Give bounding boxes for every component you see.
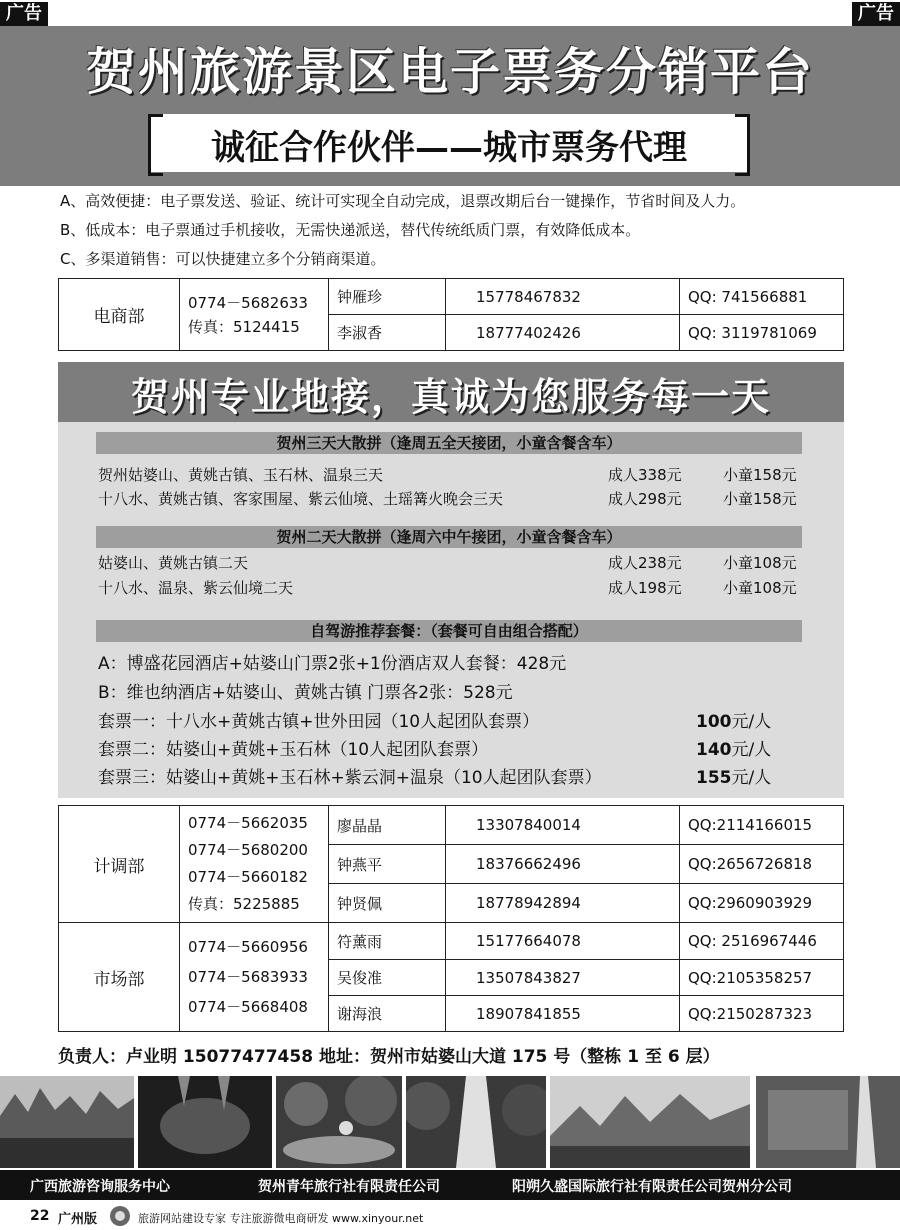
three-day-header: 贺州三天大散拼（逢周五全天接团，小童含餐含车） xyxy=(96,432,802,454)
phone-line: 0774－5660956 xyxy=(188,938,308,956)
company-name: 贺州青年旅行社有限责任公司 xyxy=(258,1179,440,1195)
ad-tag-left: 广告 xyxy=(0,2,48,26)
company-name: 广西旅游咨询服务中心 xyxy=(30,1179,170,1195)
page-number: 22 xyxy=(30,1208,50,1224)
service-slogan: 贺州专业地接，真诚为您服务每一天 xyxy=(130,375,771,419)
price-unit: 元/人 xyxy=(731,740,772,760)
package-price: 100 xyxy=(696,712,732,732)
feature-b: B、低成本：电子票通过手机接收，无需快递派送，替代传统纸质门票，有效降低成本。 xyxy=(60,221,641,239)
contact-name: 符薰雨 xyxy=(329,923,446,960)
contact-mobile: 18777402426 xyxy=(446,315,680,351)
package-text: 套票一：十八水+黄姚古镇+世外田园（10人起团队套票） xyxy=(98,712,540,732)
contact-qq: QQ: 2516967446 xyxy=(680,923,844,960)
contact-name: 钟贤佩 xyxy=(329,884,446,923)
page-title: 贺州旅游景区电子票务分销平台 xyxy=(86,43,814,101)
contact-name: 钟雁珍 xyxy=(329,279,446,315)
edition-label: 广州版 xyxy=(58,1212,98,1227)
package-set-1 xyxy=(98,710,772,734)
dept-planning: 计调部 xyxy=(59,806,180,923)
contact-mobile: 13307840014 xyxy=(446,806,680,845)
contact-qq: QQ:2960903929 xyxy=(680,884,844,923)
feature-c: C、多渠道销售：可以快捷建立多个分销商渠道。 xyxy=(60,250,386,268)
right-bracket xyxy=(735,114,750,176)
package-a: A：博盛花园酒店+姑婆山门票2张+1份酒店双人套餐：428元 xyxy=(98,654,567,674)
contact-qq: QQ: 3119781069 xyxy=(680,315,844,351)
two-day-header: 贺州二天大散拼（逢周六中午接团，小童含餐含车） xyxy=(96,526,802,548)
mountain-photo xyxy=(550,1076,750,1168)
ad-tag-right: 广告 xyxy=(852,2,900,26)
ecommerce-fax: 传真：5124415 xyxy=(188,317,300,336)
company-name: 阳朔久盛国际旅行社有限责任公司贺州分公司 xyxy=(512,1179,792,1195)
service-banner xyxy=(58,362,844,422)
contact-mobile: 13507843827 xyxy=(446,960,680,996)
contact-qq: QQ: 741566881 xyxy=(680,279,844,315)
photo-strip xyxy=(0,1076,900,1168)
package-set-2 xyxy=(98,738,772,762)
tour-name: 贺州姑婆山、黄姚古镇、玉石林、温泉三天 xyxy=(98,466,384,484)
logo-icon xyxy=(108,1205,132,1227)
phone-line: 0774－5660182 xyxy=(188,868,308,886)
adult-price: 成人298元 xyxy=(608,490,682,508)
waterfall-photo xyxy=(406,1076,546,1168)
package-price: 155 xyxy=(696,768,732,788)
contact-name: 李淑香 xyxy=(329,315,446,351)
tour-row xyxy=(98,488,804,510)
contact-name: 廖晶晶 xyxy=(329,806,446,845)
tour-name: 十八水、黄姚古镇、客家围屋、紫云仙境、土瑶篝火晚会三天 xyxy=(98,490,504,508)
tour-name: 十八水、温泉、紫云仙境二天 xyxy=(98,579,294,597)
contact-name: 谢海浪 xyxy=(329,996,446,1032)
hot-spring-photo xyxy=(276,1076,402,1168)
fax-line: 传真：5225885 xyxy=(188,895,300,913)
contact-mobile: 18907841855 xyxy=(446,996,680,1032)
contact-name: 钟燕平 xyxy=(329,845,446,884)
subtitle-box xyxy=(148,114,750,172)
contact-mobile: 15778467832 xyxy=(446,279,680,315)
tour-row xyxy=(98,552,804,574)
contact-mobile: 18376662496 xyxy=(446,845,680,884)
contact-footer: 负责人：卢业明 15077477458 地址：贺州市姑婆山大道 175 号（整栋 1 至 6 层） xyxy=(58,1047,720,1067)
tour-section xyxy=(58,422,844,798)
tour-name: 姑婆山、黄姚古镇二天 xyxy=(98,554,249,572)
tour-row xyxy=(98,464,804,486)
contacts-table xyxy=(58,805,844,1032)
dept-ecommerce: 电商部 xyxy=(59,279,180,351)
contact-qq: QQ:2656726818 xyxy=(680,845,844,884)
phone-line: 0774－5683933 xyxy=(188,968,308,986)
package-text: 套票三：姑婆山+黄姚+玉石林+紫云洞+温泉（10人起团队套票） xyxy=(98,768,602,788)
cave-photo xyxy=(138,1076,272,1168)
contact-mobile: 18778942894 xyxy=(446,884,680,923)
contact-name: 吴俊准 xyxy=(329,960,446,996)
adult-price: 成人198元 xyxy=(608,579,682,597)
adult-price: 成人338元 xyxy=(608,466,682,484)
price-unit: 元/人 xyxy=(731,768,772,788)
phone-line: 0774－5680200 xyxy=(188,841,308,859)
package-b: B：维也纳酒店+姑婆山、黄姚古镇 门票各2张：528元 xyxy=(98,683,513,703)
contact-mobile: 15177664078 xyxy=(446,923,680,960)
self-drive-header: 自驾游推荐套餐：（套餐可自由组合搭配） xyxy=(96,620,802,642)
tour-row xyxy=(98,577,804,599)
contact-qq: QQ:2114166015 xyxy=(680,806,844,845)
price-unit: 元/人 xyxy=(731,712,772,732)
package-text: 套票二：姑婆山+黄姚+玉石林（10人起团队套票） xyxy=(98,740,489,760)
subtitle: 诚征合作伙伴——城市票务代理 xyxy=(211,128,687,168)
footer-slogan: 旅游网站建设专家 专注旅游微电商研发 www.xinyour.net xyxy=(138,1212,424,1225)
phone-line: 0774－5668408 xyxy=(188,998,308,1016)
company-bar xyxy=(0,1170,900,1200)
contact-qq: QQ:2105358257 xyxy=(680,960,844,996)
page-footer xyxy=(0,1202,900,1230)
contact-qq: QQ:2150287323 xyxy=(680,996,844,1032)
package-price: 140 xyxy=(696,740,732,760)
adult-price: 成人238元 xyxy=(608,554,682,572)
package-set-3 xyxy=(98,766,772,790)
ecommerce-phone: 0774－5682633 xyxy=(188,293,308,312)
ecommerce-table xyxy=(58,278,844,351)
child-price: 小童158元 xyxy=(723,490,797,508)
phone-line: 0774－5662035 xyxy=(188,814,308,832)
dept-marketing: 市场部 xyxy=(59,923,180,1032)
feature-a: A、高效便捷：电子票发送、验证、统计可实现全自动完成，退票改期后台一键操作，节省时间及人力。 xyxy=(60,192,746,210)
child-price: 小童108元 xyxy=(723,554,797,572)
child-price: 小童158元 xyxy=(723,466,797,484)
child-price: 小童108元 xyxy=(723,579,797,597)
stone-carving-photo xyxy=(756,1076,900,1168)
karst-village-photo xyxy=(0,1076,134,1168)
